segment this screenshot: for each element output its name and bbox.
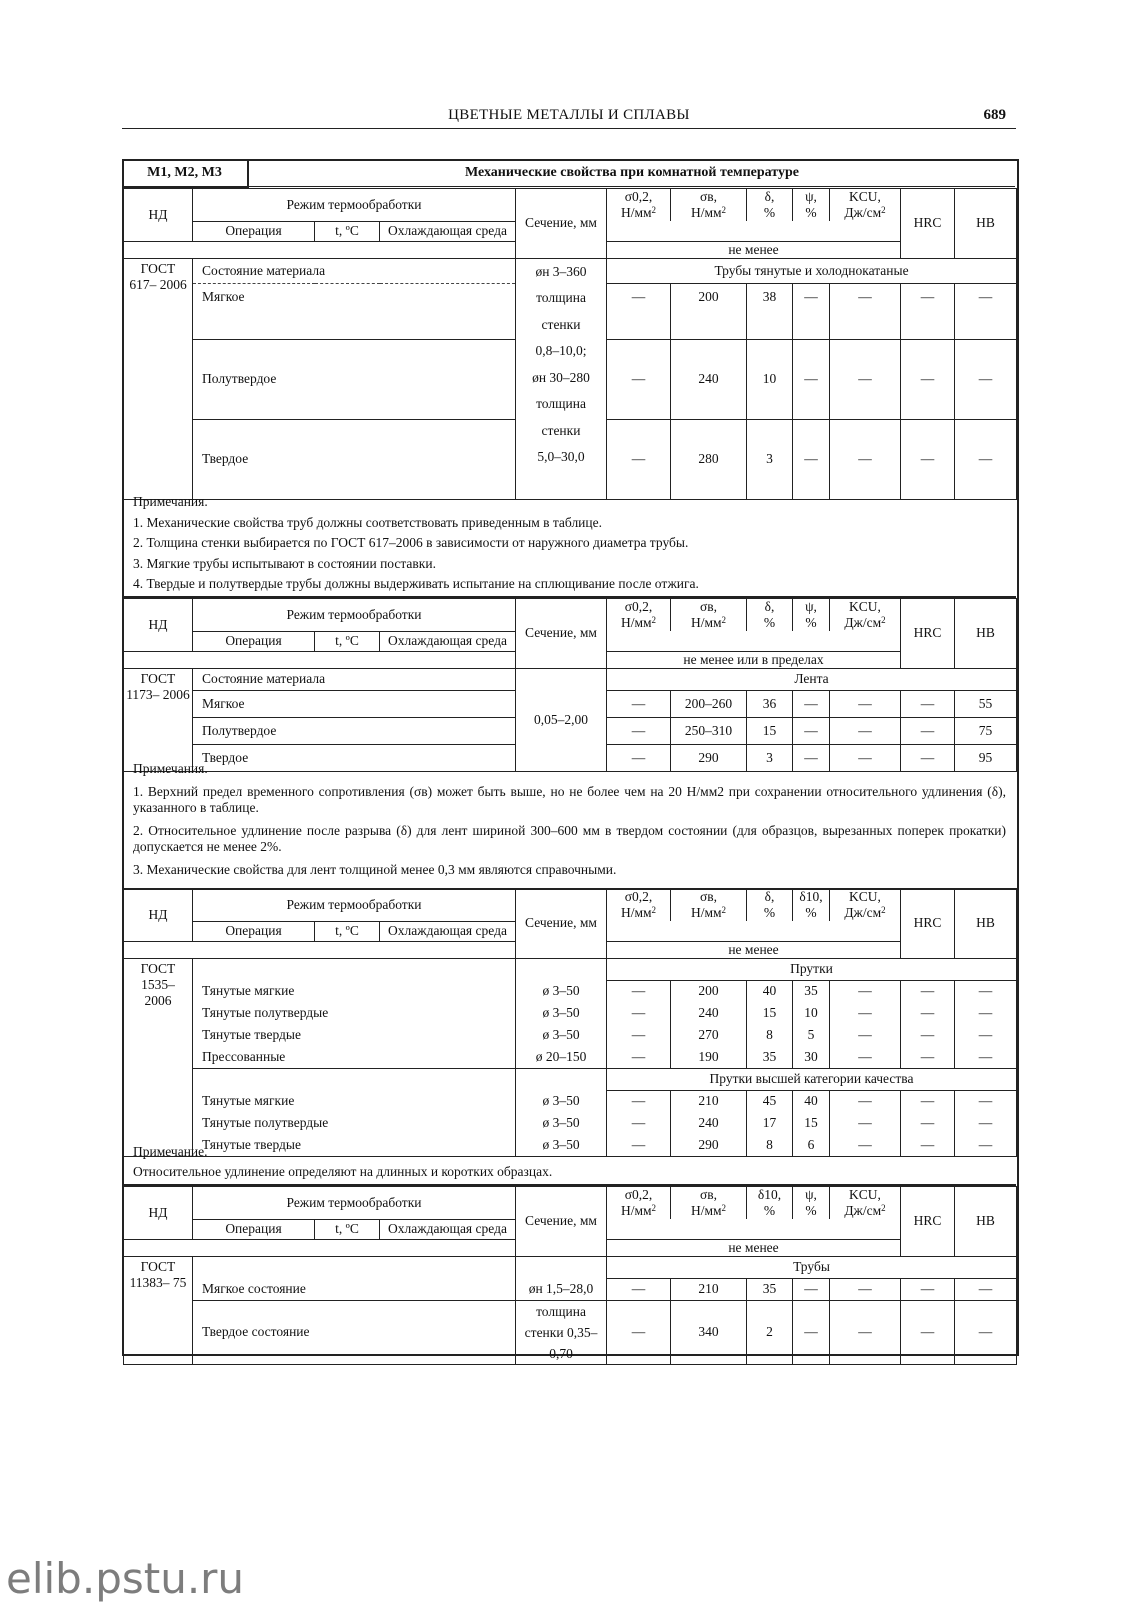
cell: 8	[747, 1024, 793, 1046]
cell: 8	[747, 1134, 793, 1156]
row-name: Твердое состояние	[193, 1300, 516, 1364]
cell: —	[901, 419, 955, 499]
min-label: не менее или в пределах	[607, 651, 901, 668]
cell: —	[830, 1090, 901, 1112]
col-hrc: HRC	[901, 599, 955, 669]
col-operation: Операция	[193, 221, 315, 241]
grade-label: М1, М2, М3	[147, 165, 222, 180]
col-s02: σ0,2, $Н/мм^2$	[607, 1187, 671, 1220]
cell: —	[830, 419, 901, 499]
cell: 200	[671, 283, 747, 339]
cell: —	[901, 690, 955, 717]
notes-gost-1535	[123, 1144, 1016, 1186]
note-line: 2. Толщина стенки выбирается по ГОСТ 617–2006 в зависимости от наружного диаметра трубы.	[133, 535, 689, 550]
col-delta: δ, %	[747, 889, 793, 922]
cell: —	[830, 690, 901, 717]
cell: 210	[671, 1278, 747, 1300]
cell: —	[901, 744, 955, 771]
col-nd: НД	[124, 189, 193, 242]
cell: ø 20–150	[516, 1046, 607, 1068]
col-cooling: Охлаждающая среда	[380, 221, 516, 241]
section-cell: 0,05–2,00	[516, 668, 607, 771]
cell: —	[793, 1300, 830, 1364]
gost-label: ГОСТ 1535– 2006	[124, 958, 193, 1156]
col-operation: Операция	[193, 921, 315, 941]
col-t: t, ºC	[315, 631, 380, 651]
row-name: Мягкое состояние	[193, 1278, 516, 1300]
header-rule	[607, 631, 901, 651]
cell: 3	[747, 744, 793, 771]
cell: —	[607, 1134, 671, 1156]
header-rule	[607, 921, 901, 941]
note-line: Примечание.	[133, 1144, 208, 1159]
col-nd: НД	[124, 889, 193, 942]
col-psi: ψ, %	[793, 189, 830, 222]
cell: —	[793, 1278, 830, 1300]
cell: 290	[671, 744, 747, 771]
cell: 5	[793, 1024, 830, 1046]
cell: øн 1,5–28,0	[516, 1278, 607, 1300]
cell: ø 3–50	[516, 1134, 607, 1156]
cell: 30	[793, 1046, 830, 1068]
running-title: ЦВЕТНЫЕ МЕТАЛЛЫ И СПЛАВЫ	[448, 107, 690, 123]
note-line: 3. Мягкие трубы испытывают в состоянии поставки.	[133, 555, 436, 571]
cell: 2	[747, 1300, 793, 1364]
col-hrc: HRC	[901, 889, 955, 959]
cell: —	[830, 1134, 901, 1156]
cell: ø 3–50	[516, 1090, 607, 1112]
cell: —	[955, 339, 1017, 419]
note-line: Примечания.	[133, 494, 208, 509]
col-operation: Операция	[193, 631, 315, 651]
cell: —	[830, 1278, 901, 1300]
cell: 15	[793, 1112, 830, 1134]
product-label: Трубы тянутые и холоднокатаные	[607, 258, 1017, 283]
col-nd: НД	[124, 1187, 193, 1240]
col-sv: σв, $Н/мм^2$	[671, 889, 747, 922]
blank	[193, 1068, 516, 1090]
cell: —	[830, 717, 901, 744]
col-t: t, ºC	[315, 221, 380, 241]
col-t: t, ºC	[315, 921, 380, 941]
row-name: Твердое	[193, 419, 516, 499]
row-name: Тянутые полутвердые	[193, 1002, 516, 1024]
note-line: 4. Твердые и полутвердые трубы должны выдерживать испытание на сплющивание после отжига.	[133, 576, 699, 591]
col-mode: Режим термообработки	[193, 189, 516, 222]
blank	[516, 1256, 607, 1278]
table-title-box	[249, 159, 1015, 187]
cell: 190	[671, 1046, 747, 1068]
row-name: Мягкое	[193, 690, 516, 717]
cell: —	[955, 283, 1017, 339]
min-label: не менее	[607, 1239, 901, 1256]
cell: —	[955, 1002, 1017, 1024]
cell: —	[830, 1300, 901, 1364]
col-mode: Режим термообработки	[193, 599, 516, 632]
col-mode: Режим термообработки	[193, 889, 516, 922]
cell: —	[901, 980, 955, 1002]
col-hrc: HRC	[901, 189, 955, 259]
cell: 95	[955, 744, 1017, 771]
cell: —	[607, 690, 671, 717]
cell: 6	[793, 1134, 830, 1156]
note-line: 2. Относительное удлинение после разрыва (δ) для лент шириной 300–600 мм в твердом состоянии (для образцов, вырезанных поперек прокатки) допускается не менее 2%.	[133, 823, 1006, 854]
row-name: Тянутые твердые	[193, 1024, 516, 1046]
cell: —	[901, 1278, 955, 1300]
col-kcu: KCU, $Дж/см^2$	[830, 599, 901, 632]
cell: —	[901, 1090, 955, 1112]
notes-gost-1173	[123, 759, 1016, 890]
cell: 10	[747, 339, 793, 419]
header-rule	[607, 221, 901, 241]
cell: 35	[747, 1278, 793, 1300]
cell: —	[793, 339, 830, 419]
cell: —	[901, 1134, 955, 1156]
row-name: Прессованные	[193, 1046, 516, 1068]
cell: 15	[747, 1002, 793, 1024]
cell: —	[830, 980, 901, 1002]
cell: —	[793, 419, 830, 499]
col-cooling: Охлаждающая среда	[380, 1219, 516, 1239]
cell: —	[901, 1024, 955, 1046]
table-title: Механические свойства при комнатной температуре	[465, 165, 799, 180]
cell: —	[901, 717, 955, 744]
col-cooling: Охлаждающая среда	[380, 631, 516, 651]
cell: —	[901, 1046, 955, 1068]
product-label: Трубы	[607, 1256, 1017, 1278]
cell: —	[793, 283, 830, 339]
col-hb: НВ	[955, 1187, 1017, 1257]
cell: 15	[747, 717, 793, 744]
col-s02: σ0,2, $Н/мм^2$	[607, 189, 671, 222]
cell: 240	[671, 339, 747, 419]
cell: —	[901, 1300, 955, 1364]
row-name: Тянутые мягкие	[193, 980, 516, 1002]
cell: 240	[671, 1112, 747, 1134]
col-hb: НВ	[955, 889, 1017, 959]
cell: ø 3–50	[516, 1024, 607, 1046]
note-line: 3. Механические свойства для лент толщиной менее 0,3 мм являются справочными.	[133, 862, 617, 877]
col-s02: σ0,2, $Н/мм^2$	[607, 889, 671, 922]
cell: —	[955, 1112, 1017, 1134]
cell: —	[955, 1300, 1017, 1364]
cell: 270	[671, 1024, 747, 1046]
cell: ø 3–50	[516, 980, 607, 1002]
blank	[516, 1068, 607, 1090]
product-label: Прутки высшей категории качества	[607, 1068, 1017, 1090]
col-kcu: KCU, $Дж/см^2$	[830, 189, 901, 222]
cell: 240	[671, 1002, 747, 1024]
cell: —	[607, 1002, 671, 1024]
col-nd: НД	[124, 599, 193, 652]
note-line: Относительное удлинение определяют на длинных и коротких образцах.	[133, 1164, 553, 1179]
cell: —	[607, 419, 671, 499]
col-section: Сечение, мм	[516, 189, 607, 259]
row-name: Твердое	[193, 744, 516, 771]
col-delta10: δ10, %	[793, 889, 830, 922]
cell: толщина стенки 0,35–0,70	[516, 1300, 607, 1364]
cell: 290	[671, 1134, 747, 1156]
col-sv: σв, $Н/мм^2$	[671, 189, 747, 222]
table-gost-11383	[123, 1186, 1016, 1365]
cell: —	[607, 1112, 671, 1134]
header-spacer	[124, 941, 516, 958]
cell: 35	[793, 980, 830, 1002]
cell: 75	[955, 717, 1017, 744]
header-rule	[607, 1219, 901, 1239]
cell: —	[955, 1278, 1017, 1300]
note-line: 1. Верхний предел временного сопротивления (σв) может быть выше, но не более чем на 20 Н/мм2 при сохранении относительного удлинения (δ), указанного в таблице.	[133, 784, 1006, 815]
cell: —	[901, 283, 955, 339]
col-delta10: δ10, %	[747, 1187, 793, 1220]
cell: —	[607, 283, 671, 339]
col-section: Сечение, мм	[516, 599, 607, 669]
cell: 35	[747, 1046, 793, 1068]
col-cooling: Охлаждающая среда	[380, 921, 516, 941]
grade-box	[122, 159, 249, 188]
cell: 200–260	[671, 690, 747, 717]
cell: —	[901, 1112, 955, 1134]
col-psi: ψ, %	[793, 1187, 830, 1220]
blank	[193, 1256, 516, 1278]
cell: —	[955, 419, 1017, 499]
blank	[193, 958, 516, 980]
col-hb: НВ	[955, 189, 1017, 259]
cell: —	[607, 1090, 671, 1112]
cell: —	[607, 1300, 671, 1364]
section-cell: øн 3–360 толщина стенки 0,8–10,0; øн 30–280 толщина стенки 5,0–30,0	[516, 258, 607, 499]
col-operation: Операция	[193, 1219, 315, 1239]
watermark: elib.pstu.ru	[6, 1554, 245, 1603]
table-gost-1173	[123, 598, 1016, 772]
col-hb: НВ	[955, 599, 1017, 669]
row-name: Тянутые мягкие	[193, 1090, 516, 1112]
row-name: Тянутые полутвердые	[193, 1112, 516, 1134]
cell: —	[901, 339, 955, 419]
cell: 45	[747, 1090, 793, 1112]
cell: 36	[747, 690, 793, 717]
cell: —	[830, 283, 901, 339]
cell: ø 3–50	[516, 1112, 607, 1134]
cell: —	[830, 744, 901, 771]
cell: —	[901, 1002, 955, 1024]
col-kcu: KCU, $Дж/см^2$	[830, 889, 901, 922]
col-hrc: HRC	[901, 1187, 955, 1257]
cell: 10	[793, 1002, 830, 1024]
running-header	[122, 104, 1016, 129]
col-t: t, ºC	[315, 1219, 380, 1239]
col-delta: δ, %	[747, 599, 793, 632]
cell: 38	[747, 283, 793, 339]
gost-label: ГОСТ 11383– 75	[124, 1256, 193, 1364]
cell: —	[607, 339, 671, 419]
cell: —	[830, 1046, 901, 1068]
note-line: 1. Механические свойства труб должны соответствовать приведенным в таблице.	[133, 514, 602, 530]
row-name: Полутвердое	[193, 717, 516, 744]
table-gost-617	[123, 188, 1016, 500]
cell: ø 3–50	[516, 1002, 607, 1024]
product-label: Прутки	[607, 958, 1017, 980]
col-sv: σв, $Н/мм^2$	[671, 599, 747, 632]
cell: —	[955, 1046, 1017, 1068]
col-s02: σ0,2, $Н/мм^2$	[607, 599, 671, 632]
cell: —	[607, 980, 671, 1002]
cell: —	[955, 1134, 1017, 1156]
cell: 280	[671, 419, 747, 499]
col-section: Сечение, мм	[516, 889, 607, 959]
page-number: 689	[983, 107, 1006, 123]
gost-label: ГОСТ 1173– 2006	[124, 668, 193, 771]
cell: 55	[955, 690, 1017, 717]
row-name: Полутвердое	[193, 339, 516, 419]
cell: —	[830, 1002, 901, 1024]
cell: 250–310	[671, 717, 747, 744]
cell: —	[830, 1112, 901, 1134]
cell: 200	[671, 980, 747, 1002]
state-label: Состояние материала	[193, 258, 516, 283]
cell: —	[793, 717, 830, 744]
cell: 40	[793, 1090, 830, 1112]
cell: —	[955, 980, 1017, 1002]
cell: —	[793, 690, 830, 717]
cell: —	[607, 717, 671, 744]
cell: —	[607, 1024, 671, 1046]
cell: 40	[747, 980, 793, 1002]
cell: —	[607, 1278, 671, 1300]
cell: 17	[747, 1112, 793, 1134]
cell: —	[830, 339, 901, 419]
header-spacer	[124, 651, 516, 668]
cell: 340	[671, 1300, 747, 1364]
min-label: не менее	[607, 241, 901, 258]
product-label: Лента	[607, 668, 1017, 690]
cell: —	[607, 1046, 671, 1068]
cell: —	[955, 1090, 1017, 1112]
col-kcu: KCU, $Дж/см^2$	[830, 1187, 901, 1220]
col-delta: δ, %	[747, 189, 793, 222]
note-line: Примечания.	[133, 761, 208, 776]
row-name: Мягкое	[193, 283, 516, 339]
notes-gost-617	[123, 491, 1016, 598]
cell: —	[607, 744, 671, 771]
header-spacer	[124, 241, 516, 258]
state-label: Состояние материала	[193, 668, 516, 690]
col-mode: Режим термообработки	[193, 1187, 516, 1220]
blank	[516, 958, 607, 980]
cell: 3	[747, 419, 793, 499]
table-gost-1535	[123, 888, 1016, 1157]
col-psi: ψ, %	[793, 599, 830, 632]
col-sv: σв, $Н/мм^2$	[671, 1187, 747, 1220]
gost-label: ГОСТ 617– 2006	[124, 258, 193, 499]
col-section: Сечение, мм	[516, 1187, 607, 1257]
row-name: Тянутые твердые	[193, 1134, 516, 1156]
cell: —	[955, 1024, 1017, 1046]
cell: —	[830, 1024, 901, 1046]
min-label: не менее	[607, 941, 901, 958]
header-spacer	[124, 1239, 516, 1256]
cell: 210	[671, 1090, 747, 1112]
cell: —	[793, 744, 830, 771]
